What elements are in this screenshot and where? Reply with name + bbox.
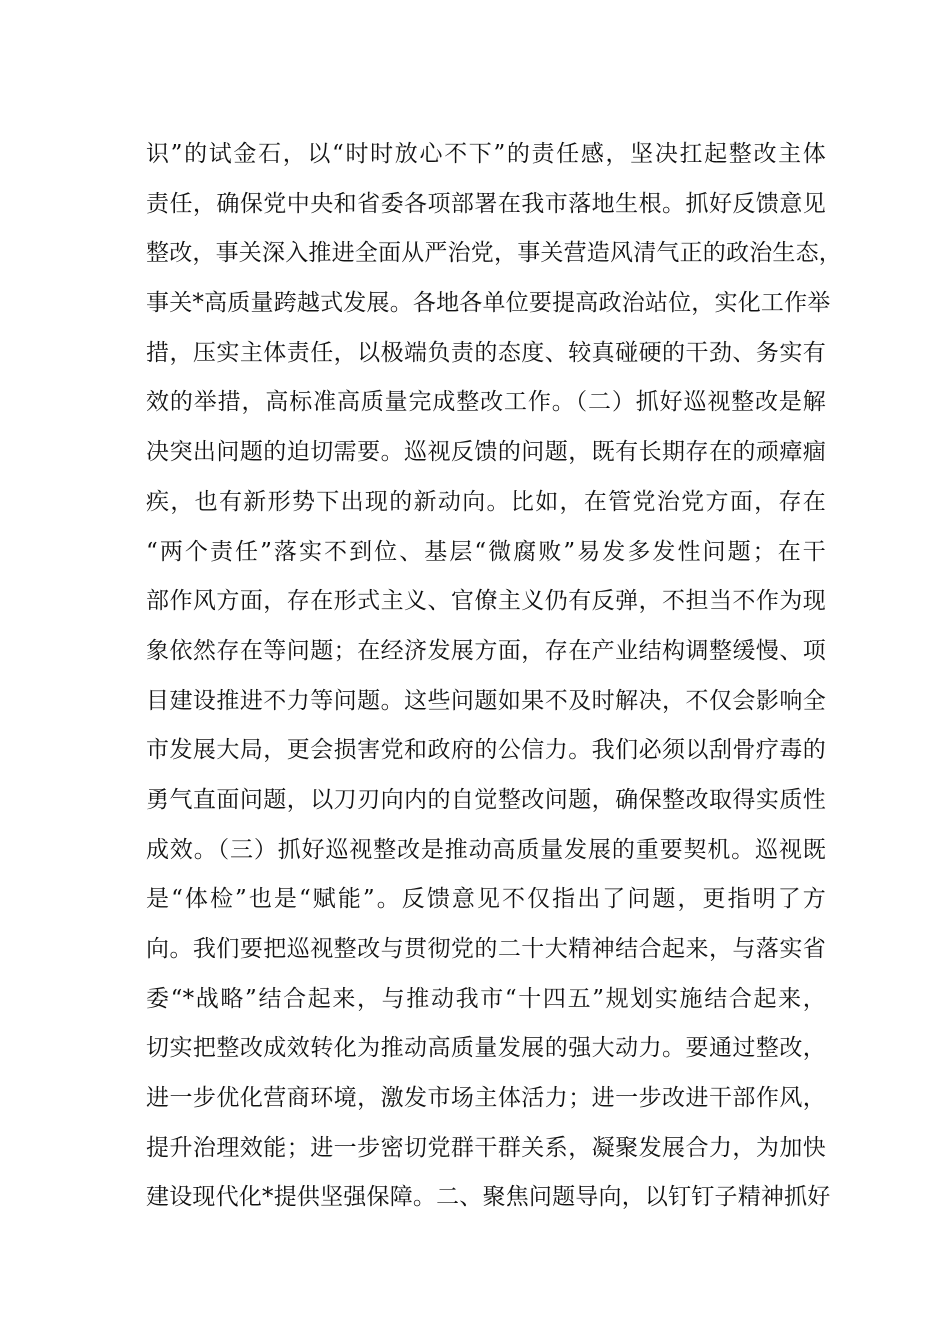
- text-line: 事关*高质量跨越式发展。各地各单位要提高政治站位，实化工作举: [146, 290, 831, 317]
- text-line: “两个责任”落实不到位、基层“微腐败”易发多发性问题；在干: [146, 538, 826, 565]
- text-line: 目建设推进不力等问题。这些问题如果不及时解决，不仅会影响全: [146, 687, 826, 714]
- text-line: 成效。（三）抓好巡视整改是推动高质量发展的重要契机。巡视既: [146, 836, 826, 863]
- text-line: 疾，也有新形势下出现的新动向。比如，在管党治党方面，存在: [146, 488, 826, 515]
- text-line: 决突出问题的迫切需要。巡视反馈的问题，既有长期存在的顽瘴痼: [146, 439, 826, 466]
- text-line: 进一步优化营商环境，激发市场主体活力；进一步改进干部作风，: [146, 1085, 826, 1112]
- text-line: 市发展大局，更会损害党和政府的公信力。我们必须以刮骨疗毒的: [146, 737, 826, 764]
- text-line: 向。我们要把巡视整改与贯彻党的二十大精神结合起来，与落实省: [146, 936, 826, 962]
- text-line: 象依然存在等问题；在经济发展方面，存在产业结构调整缓慢、项: [146, 637, 826, 664]
- text-line: 勇气直面问题，以刀刃向内的自觉整改问题，确保整改取得实质性: [146, 786, 826, 813]
- text-line: 效的举措，高标准高质量完成整改工作。（二）抓好巡视整改是解: [146, 389, 826, 416]
- text-line: 委“*战略”结合起来，与推动我市“十四五”规划实施结合起来，: [146, 985, 826, 1012]
- body-paragraph: [146, 130, 842, 1223]
- text-line: 建设现代化*提供坚强保障。二、聚焦问题导向，以钉钉子精神抓好: [146, 1184, 831, 1211]
- text-line: 是“体检”也是“赋能”。反馈意见不仅指出了问题，更指明了方: [146, 886, 826, 913]
- text-line: 措，压实主体责任，以极端负责的态度、较真碰硬的干劲、务实有: [146, 339, 826, 366]
- text-line: 识”的试金石，以“时时放心不下”的责任感，坚决扛起整改主体: [146, 141, 826, 167]
- text-line: 责任，确保党中央和省委各项部署在我市落地生根。抓好反馈意见: [146, 190, 826, 217]
- text-line: 部作风方面，存在形式主义、官僚主义仍有反弹，不担当不作为现: [146, 588, 826, 615]
- text-line: 切实把整改成效转化为推动高质量发展的强大动力。要通过整改，: [146, 1035, 826, 1062]
- text-line: 提升治理效能；进一步密切党群干群关系，凝聚发展合力，为加快: [146, 1134, 826, 1161]
- text-line: 整改，事关深入推进全面从严治党，事关营造风清气正的政治生态，: [146, 240, 842, 267]
